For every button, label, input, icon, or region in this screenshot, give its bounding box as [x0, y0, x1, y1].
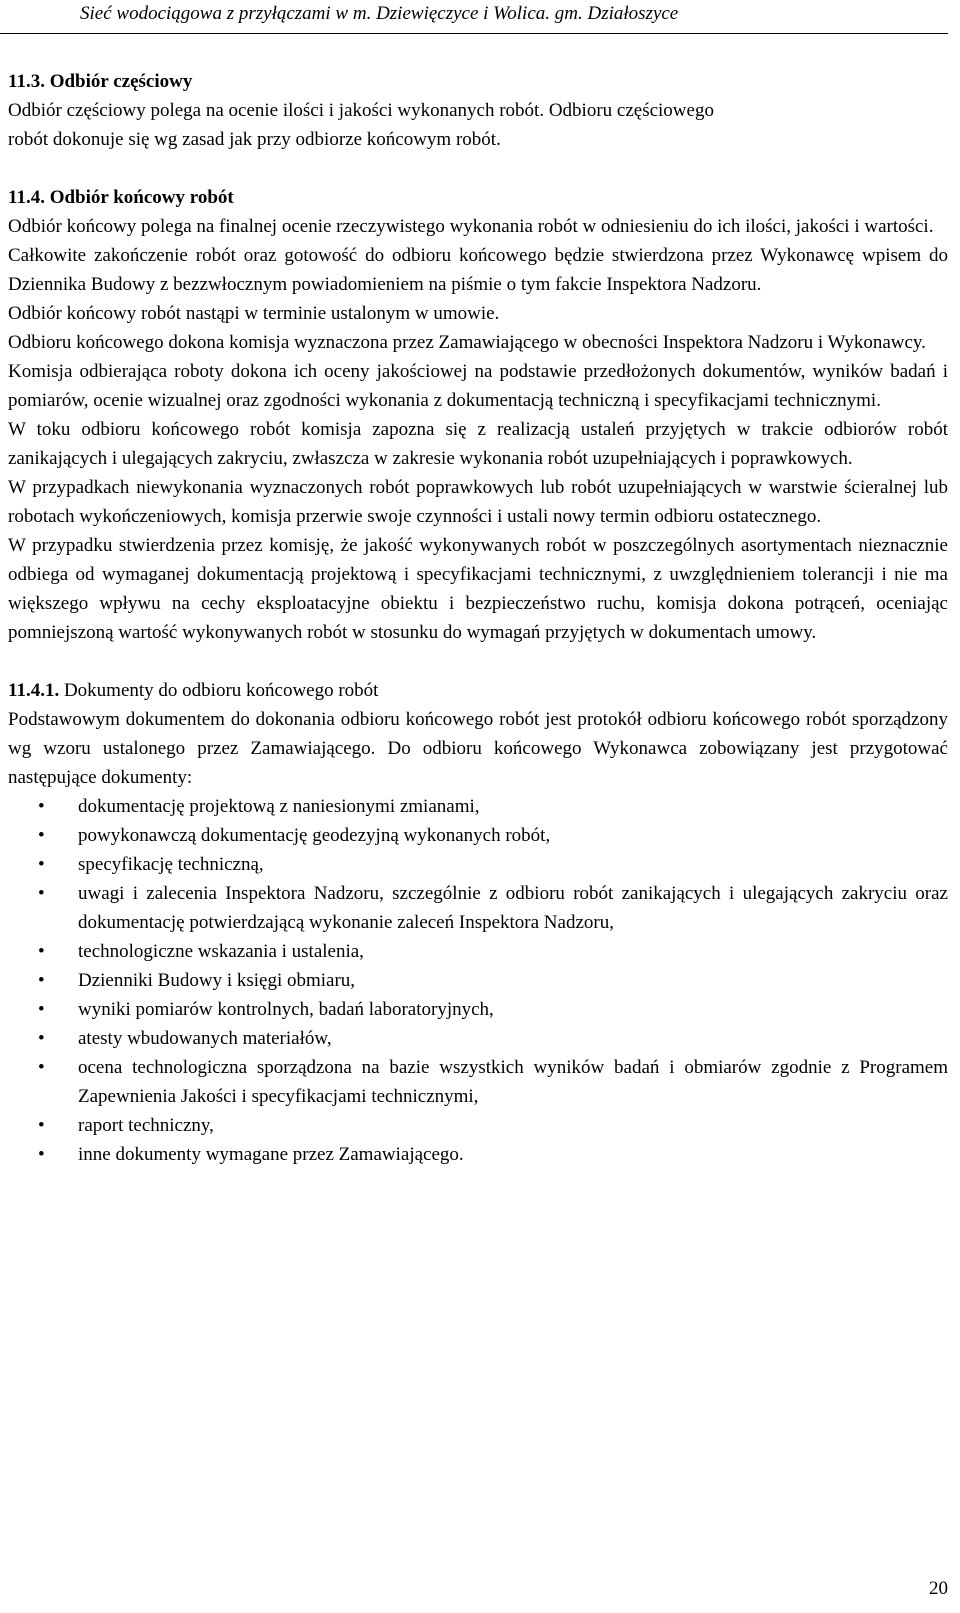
section-title: Dokumenty do odbioru końcowego robót [63, 680, 379, 701]
documents-list [8, 792, 948, 1169]
page-number: 20 [929, 1578, 948, 1599]
paragraph: Komisja odbierająca roboty dokona ich oceny jakościowej na podstawie przedłożonych dokumentów, wyników badań i pomiarów, ocenie wizualnej oraz zgodności wykonania z dokumentacją techniczną i specyfikacjami technicznymi. [8, 361, 948, 411]
bullet-icon: • [38, 1115, 45, 1136]
section-number: 11.3. [8, 71, 45, 92]
bullet-icon: • [38, 1028, 45, 1049]
list-item [8, 995, 948, 1024]
spacer [8, 647, 948, 676]
paragraph: Podstawowym dokumentem do dokonania odbioru końcowego robót jest protokół odbioru końcowego robót sporządzony wg wzoru ustalonego przez Zamawiającego. Do odbioru końcowego Wykonawca zobowiązany jest przygotować następujące dokumenty: [8, 709, 948, 788]
spacer [8, 154, 948, 183]
section-11-4-1-heading [8, 676, 948, 705]
section-11-4-heading [8, 183, 948, 212]
list-item-text: technologiczne wskazania i ustalenia, [78, 941, 364, 962]
paragraph: W przypadkach niewykonania wyznaczonych robót poprawkowych lub robót uzupełniających w warstwie ścieralnej lub robotach wykończeniowych, komisja przerwie swoje czynności i ustali nowy termin odbioru ostatecznego. [8, 477, 948, 527]
paragraph-line: robót dokonuje się wg zasad jak przy odbiorze końcowym robót. [8, 129, 501, 150]
list-item-text: uwagi i zalecenia Inspektora Nadzoru, szczególnie z odbioru robót zanikających i ulegających zakryciu oraz dokumentację potwierdzającą wykonanie zaleceń Inspektora Nadzoru, [78, 883, 948, 933]
page-header [0, 0, 948, 34]
list-item [8, 792, 948, 821]
header-title: Sieć wodociągowa z przyłączami w m. Dziewięczyce i Wolica. gm. Działoszyce [80, 3, 679, 24]
section-title: Odbiór częściowy [49, 71, 193, 92]
bullet-icon: • [38, 970, 45, 991]
bullet-icon: • [38, 796, 45, 817]
list-item [8, 850, 948, 879]
list-item [8, 1140, 948, 1169]
paragraph: Całkowite zakończenie robót oraz gotowość do odbioru końcowego będzie stwierdzona przez Wykonawcę wpisem do Dziennika Budowy z bezzwłocznym powiadomieniem na piśmie o tym fakcie Inspektora Nadzoru. [8, 245, 948, 295]
list-item-text: raport techniczny, [78, 1115, 214, 1136]
document-body [8, 67, 948, 1169]
list-item [8, 937, 948, 966]
list-item [8, 1111, 948, 1140]
paragraph: Odbioru końcowego dokona komisja wyznaczona przez Zamawiającego w obecności Inspektora Nadzoru i Wykonawcy. [8, 332, 926, 353]
paragraph-line: Odbiór częściowy polega na ocenie ilości i jakości wykonanych robót. Odbioru częściowego [8, 100, 714, 121]
list-item-text: dokumentację projektową z naniesionymi zmianami, [78, 796, 480, 817]
bullet-icon: • [38, 941, 45, 962]
paragraph: W toku odbioru końcowego robót komisja zapozna się z realizacją ustaleń przyjętych w trakcie odbiorów robót zanikających i ulegających zakryciu, zwłaszcza w zakresie wykonania robót uzupełniających i poprawkowych. [8, 419, 948, 469]
bullet-icon: • [38, 883, 45, 904]
paragraph: Odbiór końcowy polega na finalnej ocenie rzeczywistego wykonania robót w odniesieniu do ich ilości, jakości i wartości. [8, 216, 934, 237]
section-title: Odbiór końcowy robót [49, 187, 234, 208]
list-item-text: wyniki pomiarów kontrolnych, badań laboratoryjnych, [78, 999, 494, 1020]
list-item-text: ocena technologiczna sporządzona na bazie wszystkich wyników badań i obmiarów zgodnie z Programem Zapewnienia Jakości i specyfikacjami technicznymi, [78, 1057, 948, 1107]
list-item [8, 879, 948, 937]
list-item [8, 1024, 948, 1053]
list-item [8, 966, 948, 995]
list-item-text: specyfikację techniczną, [78, 854, 264, 875]
list-item-text: atesty wbudowanych materiałów, [78, 1028, 332, 1049]
bullet-icon: • [38, 854, 45, 875]
list-item-text: inne dokumenty wymagane przez Zamawiającego. [78, 1144, 464, 1165]
bullet-icon: • [38, 825, 45, 846]
paragraph: Odbiór końcowy robót nastąpi w terminie ustalonym w umowie. [8, 303, 500, 324]
paragraph: W przypadku stwierdzenia przez komisję, że jakość wykonywanych robót w poszczególnych asortymentach nieznacznie odbiega od wymaganej dokumentacją projektową i specyfikacjami technicznymi, z uwzględnieniem tolerancji i nie ma większego wpływu na cechy eksploatacyjne obiektu i bezpieczeństwo ruchu, komisja dokona potrąceń, oceniając pomniejszoną wartość wykonywanych robót w stosunku do wymagań przyjętych w dokumentach umowy. [8, 535, 948, 643]
section-number: 11.4.1. [8, 680, 60, 701]
list-item [8, 1053, 948, 1111]
list-item [8, 821, 948, 850]
section-11-3-heading [8, 67, 948, 96]
list-item-text: powykonawczą dokumentację geodezyjną wykonanych robót, [78, 825, 551, 846]
section-number: 11.4. [8, 187, 45, 208]
bullet-icon: • [38, 999, 45, 1020]
list-item-text: Dzienniki Budowy i księgi obmiaru, [78, 970, 356, 991]
bullet-icon: • [38, 1144, 45, 1165]
bullet-icon: • [38, 1057, 45, 1078]
